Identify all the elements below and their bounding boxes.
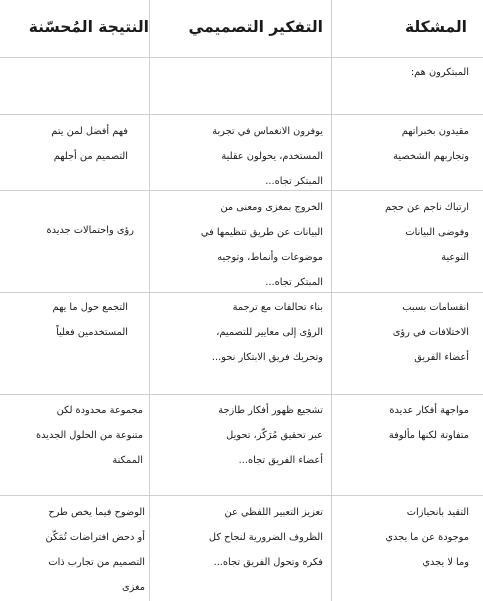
cell-text: ارتباك ناجم عن حجم [384,202,469,213]
row-divider [0,114,483,115]
row-3-result-cell [53,295,128,345]
row-4-result-cell [36,398,143,473]
cell-text: وتجاربهم الشخصية [393,151,469,162]
cell-text: أو دحض افتراضات تُمَكّن [45,532,145,543]
row-3-problem-cell [393,295,469,370]
row-1-problem-cell [393,119,469,169]
cell-text: الخروج بمغزى ومعنى من [220,202,323,213]
cell-text: موجودة عن ما يجدي [385,532,469,543]
cell-text: وفوضى البيانات [405,227,469,238]
intro-problem-cell [411,60,469,85]
cell-text: الوضوح فيما يخص طرح [48,507,145,518]
cell-text: النوعية [441,252,469,263]
row-1-thinking-cell [212,119,323,194]
cell-text: وتحريك فريق الابتكار نحو... [211,352,323,363]
cell-text: أعضاء الفريق [414,352,469,363]
column-divider [331,0,332,601]
row-4-problem-cell [389,398,469,448]
cell-text: مواجهة أفكار عديدة [389,405,469,416]
cell-text: المبتكرون هم: [410,67,469,78]
cell-text: مقيدون بخبراتهم [401,126,469,137]
column-divider [149,0,150,601]
row-5-result-cell [46,500,146,600]
row-divider [0,495,483,496]
header-design-thinking: التفكير التصميمي [188,18,323,36]
row-2-result-cell [47,218,134,243]
row-5-thinking-cell [209,500,323,575]
cell-text: المستخدمين فعلياً [56,327,128,338]
header-improved-result: النتيجة المُحسّنة [28,18,149,36]
row-divider [0,57,483,58]
header-problem: المشكلة [404,18,467,36]
cell-text: التجمع حول ما يهم [52,302,128,313]
cell-text: يوفرون الانغماس في تجربة [212,126,323,137]
cell-text: رؤى واحتمالات جديدة [46,225,134,236]
cell-text: الرؤى إلى معايير للتصميم، [216,327,323,338]
cell-text: انقسامات بسبب [402,302,469,313]
cell-text: المبتكر تجاه... [265,277,323,288]
cell-text: متنوعة من الحلول الجديدة [36,430,143,441]
cell-text: المبتكر تجاه... [265,176,323,187]
cell-text: أعضاء الفريق تجاه... [238,455,323,466]
cell-text: متفاوتة لكنها مألوفة [388,430,469,441]
cell-text: الظروف الضرورية لنجاح كل [208,532,323,543]
row-2-thinking-cell [201,195,323,295]
cell-text: بناء تحالفات مع ترجمة [232,302,323,313]
cell-text: الاختلافات في رؤى [392,327,469,338]
row-3-thinking-cell [212,295,323,370]
cell-text: البيانات عن طريق تنظيمها في [200,227,323,238]
cell-text: الممكنة [112,455,143,466]
cell-text: التقيد بانحيازات [406,507,469,518]
cell-text: التصميم من أجلهم [53,151,128,162]
cell-text: فكرة وتحول الفريق تجاه... [213,557,323,568]
cell-text: موضوعات وأنماط، وتوجيه [217,252,323,263]
cell-text: عبر تحقيق مُرَكّز، تحويل [226,430,323,441]
row-5-problem-cell [385,500,469,575]
cell-text: مغزى [121,582,145,593]
cell-text: تشجيع ظهور أفكار طازجة [218,405,323,416]
cell-text: مجموعة محدودة لكن [56,405,143,416]
row-2-problem-cell [385,195,469,270]
cell-text: فهم أفضل لمن يتم [51,126,128,137]
cell-text: المستخدم، يحولون عقلية [221,151,323,162]
cell-text: التصميم من تجارب ذات [48,557,145,568]
row-1-result-cell [51,119,128,169]
cell-text: وما لا يجدي [422,557,469,568]
row-divider [0,394,483,395]
row-4-thinking-cell [218,398,323,473]
cell-text: تعزيز التعبير اللفظي عن [224,507,323,518]
